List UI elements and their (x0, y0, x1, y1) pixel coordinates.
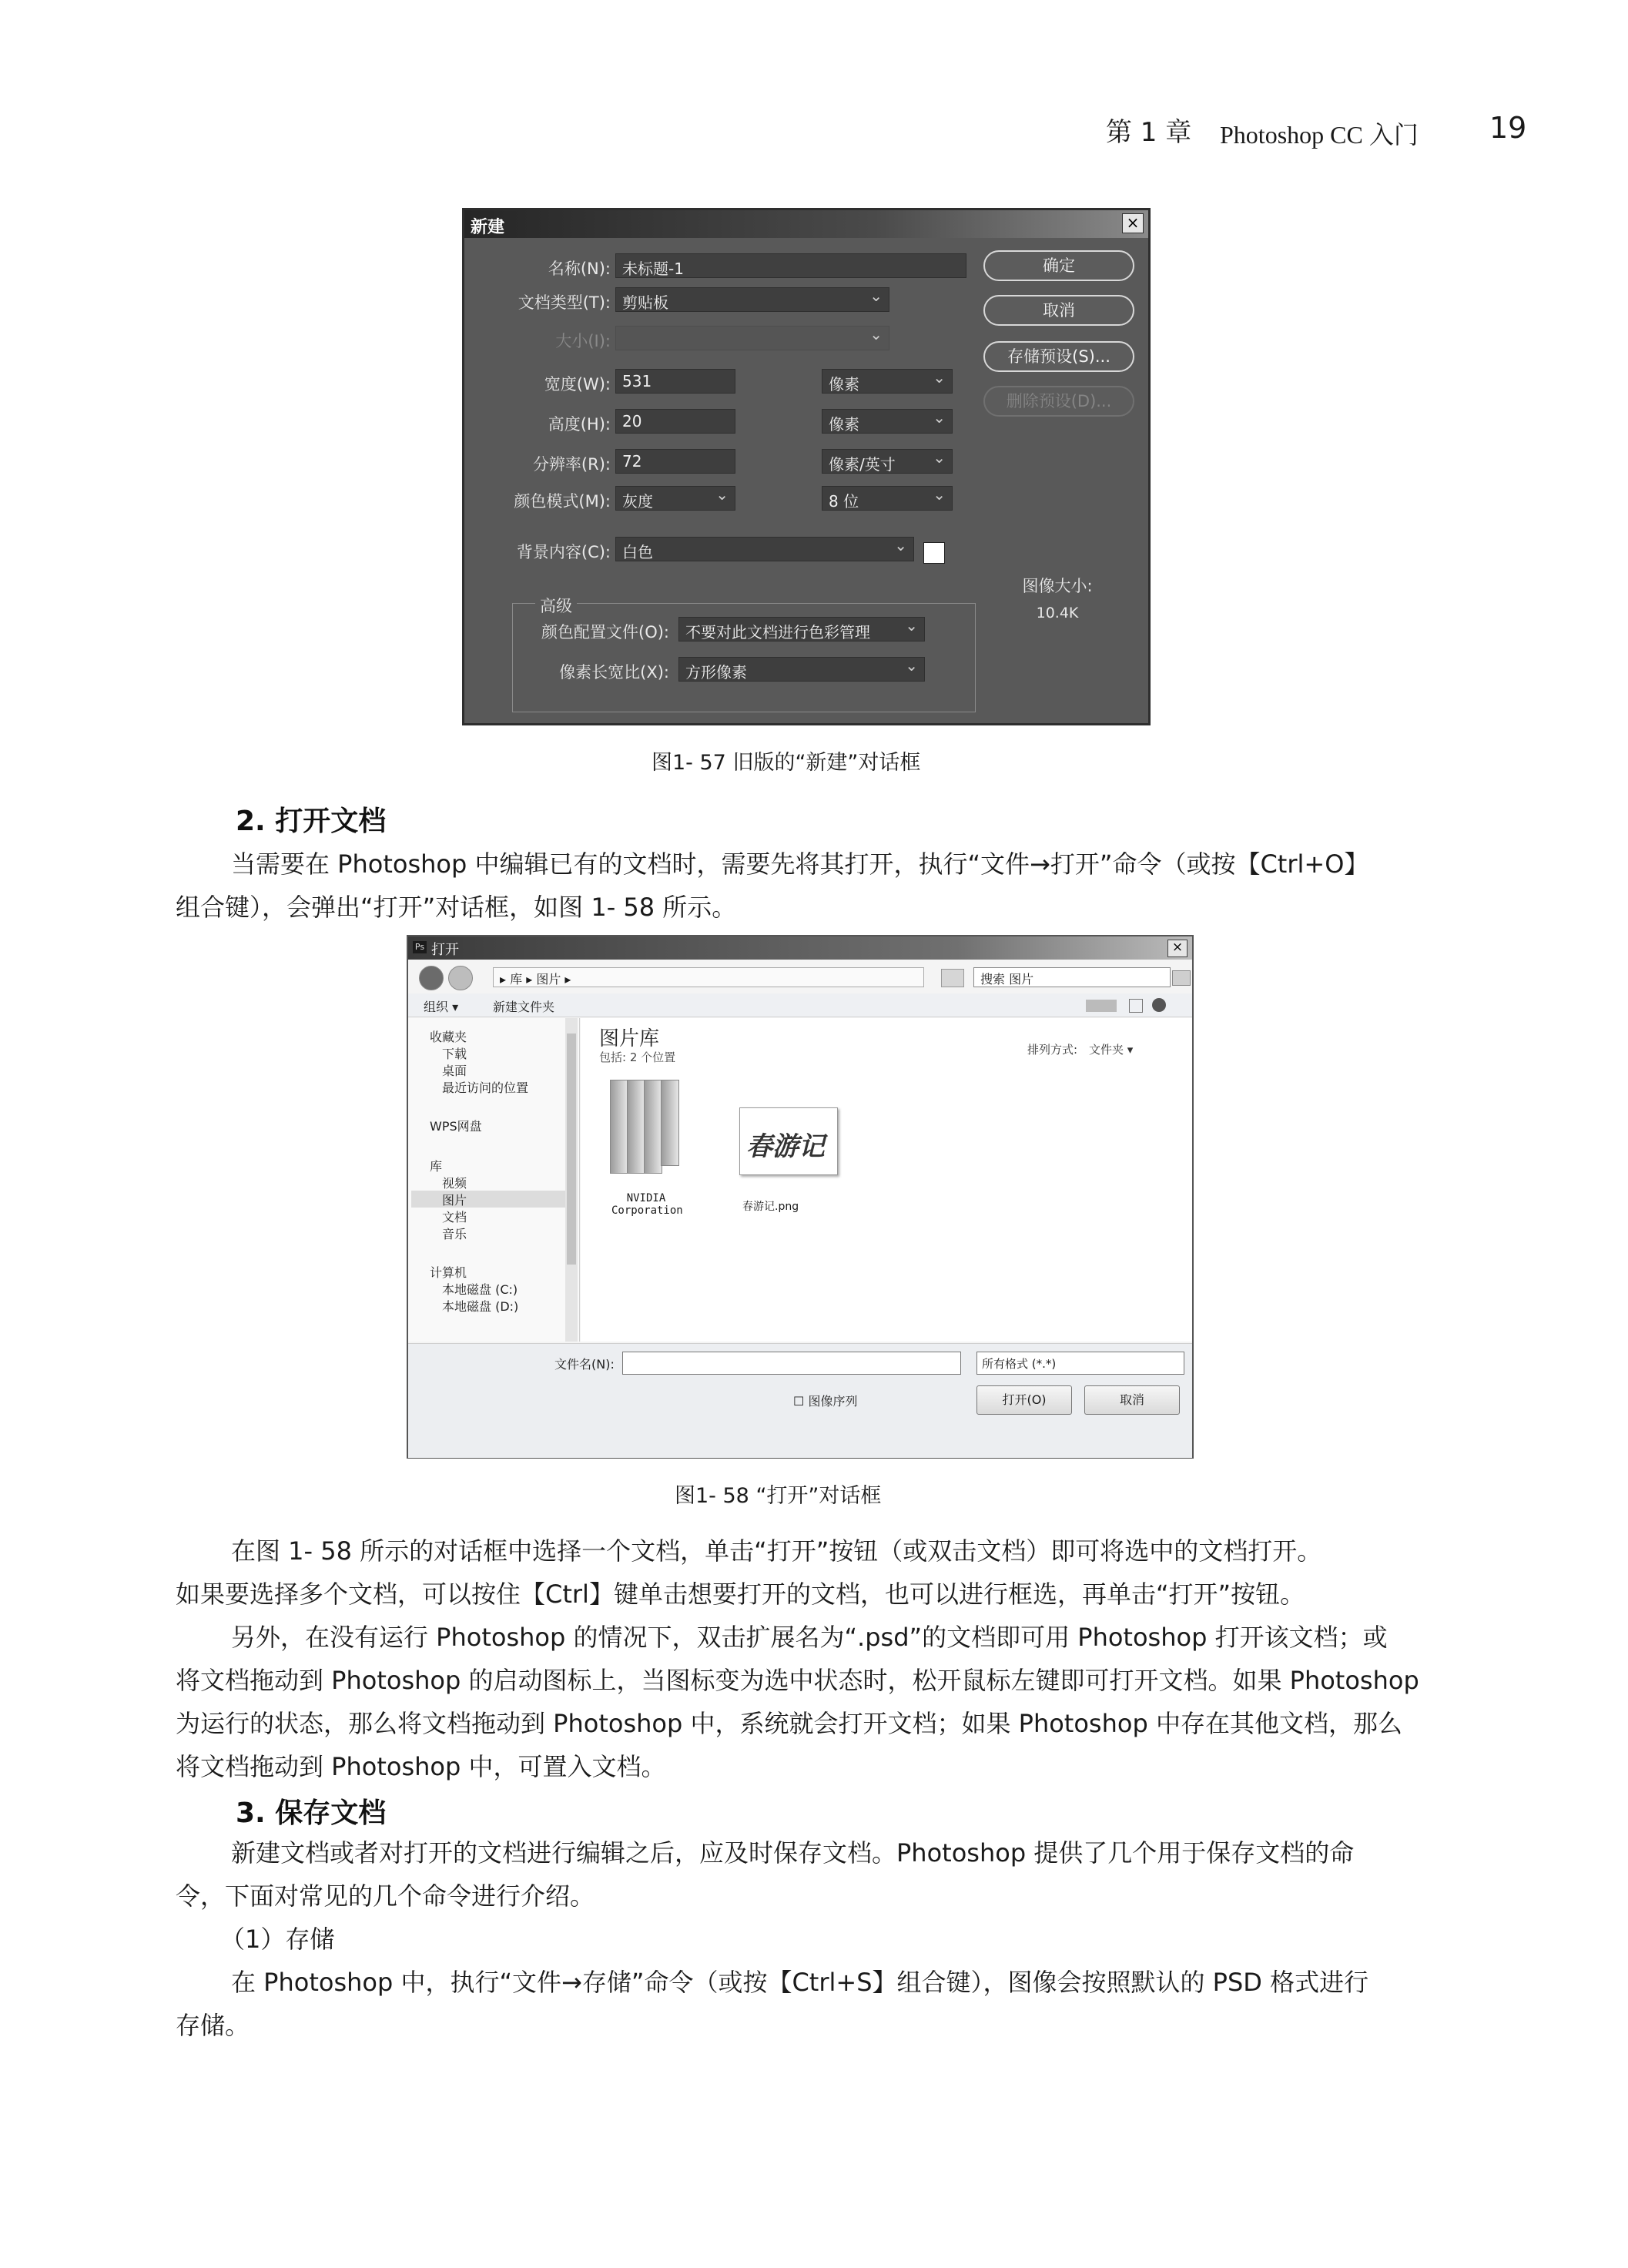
paragraph-line: 在 Photoshop 中，执行“文件→存储”命令（或按【Ctrl+S】组合键），图像会按照默认的 PSD 格式进行 (231, 1968, 1369, 1997)
folder-page (661, 1080, 679, 1166)
folder-label[interactable] (611, 1192, 681, 1217)
width-label: 宽度(W): (544, 375, 611, 394)
new-folder-button[interactable]: 新建文件夹 (493, 1000, 555, 1014)
sidebar-item-videos[interactable]: 视频 (442, 1176, 467, 1191)
filename-label: 文件名(N): (554, 1357, 615, 1372)
dialog-title: 打开 (431, 942, 459, 958)
pixel-aspect-label: 像素长宽比(X): (559, 663, 669, 682)
figure-caption: 图1- 57 旧版的“新建”对话框 (652, 751, 921, 775)
folder-page (610, 1080, 628, 1174)
height-unit-select[interactable]: 像素 ⌄ (822, 409, 953, 434)
new-document-dialog (462, 208, 1151, 725)
open-button[interactable]: 打开(O) (976, 1385, 1072, 1415)
sidebar-item-downloads[interactable]: 下载 (442, 1047, 467, 1061)
figure-caption: 图1- 58 “打开”对话框 (675, 1484, 882, 1508)
preset-select[interactable]: 剪贴板 ⌄ (615, 287, 889, 312)
organize-menu[interactable]: 组织 ▾ (424, 1000, 459, 1014)
dialog-titlebar (408, 936, 1192, 960)
dialog-title: 新建 (471, 218, 505, 237)
paragraph-line: 将文档拖动到 Photoshop 的启动图标上，当图标变为选中状态时，松开鼠标左键即可打开文档。如果 Photoshop (176, 1666, 1419, 1695)
width-input[interactable]: 531 (615, 369, 735, 394)
selected-row-highlight (411, 1191, 565, 1208)
forward-icon[interactable] (448, 966, 473, 990)
file-list-pane (581, 1018, 1192, 1342)
name-label: 名称(N): (548, 260, 611, 278)
help-icon[interactable] (1152, 998, 1166, 1012)
image-sequence-label: 图像序列 (808, 1394, 858, 1409)
paragraph-line: 如果要选择多个文档，可以按住【Ctrl】键单击想要打开的文档，也可以进行框选，再单击“打开”按钮。 (176, 1580, 1305, 1609)
sidebar-item-favorites[interactable]: 收藏夹 (430, 1030, 467, 1044)
dialog-titlebar (464, 210, 1148, 238)
search-icon[interactable] (1172, 970, 1191, 986)
color-mode-select[interactable]: 灰度 ⌄ (615, 486, 735, 511)
bit-depth-select[interactable]: 8 位 ⌄ (822, 486, 953, 511)
paragraph-line: 为运行的状态，那么将文档拖动到 Photoshop 中，系统就会打开文档；如果 Photoshop 中存在其他文档，那么 (176, 1709, 1402, 1738)
photoshop-logo-icon: Ps (413, 941, 427, 953)
paragraph-line: 组合键），会弹出“打开”对话框，如图 1- 58 所示。 (176, 893, 737, 922)
sidebar-item-music[interactable]: 音乐 (442, 1227, 467, 1241)
scrollbar-thumb[interactable] (567, 1033, 576, 1265)
section-heading: 3. 保存文档 (236, 1797, 387, 1829)
sidebar-item-pictures[interactable]: 图片 (442, 1193, 467, 1208)
ok-button[interactable]: 确定 (983, 250, 1134, 281)
address-bar (416, 964, 1186, 990)
background-color-swatch[interactable] (923, 542, 945, 564)
color-profile-label: 颜色配置文件(O): (541, 623, 669, 642)
dialog-footer (408, 1343, 1192, 1458)
paragraph-line: 将文档拖动到 Photoshop 中，可置入文档。 (176, 1752, 666, 1781)
sidebar-item-recent[interactable]: 最近访问的位置 (442, 1080, 529, 1095)
filetype-select[interactable]: 所有格式 (*.*) (976, 1352, 1184, 1375)
folder-icon[interactable] (604, 1080, 681, 1188)
folder-page (627, 1080, 645, 1174)
folder-label-line: NVIDIA (626, 1192, 666, 1204)
sidebar-item-libraries[interactable]: 库 (430, 1159, 443, 1174)
library-title: 图片库 (599, 1027, 660, 1050)
paragraph-line: 令，下面对常见的几个命令进行介绍。 (176, 1881, 595, 1911)
sidebar-item-local-c[interactable]: 本地磁盘 (C:) (442, 1282, 518, 1297)
paragraph-line: 另外，在没有运行 Photoshop 的情况下，双击扩展名为“.psd”的文档即可用 Photoshop 打开该文档；或 (231, 1623, 1388, 1652)
back-icon[interactable] (419, 966, 444, 990)
width-unit-select[interactable]: 像素 ⌄ (822, 369, 953, 394)
arrange-select[interactable]: 文件夹 ▾ (1089, 1043, 1134, 1057)
folder-page (644, 1080, 662, 1174)
save-preset-button[interactable]: 存储预设(S)... (983, 341, 1134, 372)
close-icon[interactable]: × (1122, 213, 1144, 233)
advanced-label: 高级 (535, 594, 577, 617)
paragraph-line: 当需要在 Photoshop 中编辑已有的文档时，需要先将其打开，执行“文件→打开”命令（或按【Ctrl+O】 (231, 849, 1369, 879)
preset-label: 文档类型(T): (518, 293, 611, 312)
name-input[interactable]: 未标题-1 (615, 253, 966, 278)
color-profile-select[interactable]: 不要对此文档进行色彩管理 ⌄ (678, 617, 925, 642)
delete-preset-button: 删除预设(D)... (983, 386, 1134, 417)
refresh-icon[interactable] (941, 969, 964, 987)
sidebar-scrollbar[interactable] (565, 1018, 578, 1342)
view-icon[interactable] (1086, 1000, 1117, 1012)
open-file-dialog (407, 935, 1194, 1459)
page-number: 19 (1489, 111, 1527, 145)
height-input[interactable]: 20 (615, 409, 735, 434)
search-input[interactable]: 搜索 图片 (973, 967, 1171, 987)
resolution-input[interactable]: 72 (615, 449, 735, 474)
paragraph-line: 存储。 (176, 2011, 250, 2040)
height-label: 高度(H): (548, 415, 611, 434)
close-icon[interactable]: × (1167, 940, 1188, 957)
cancel-button[interactable]: 取消 (983, 295, 1134, 326)
toolbar (408, 993, 1192, 1017)
size-select (615, 326, 889, 350)
subheading: （1）存储 (220, 1925, 335, 1954)
library-subtitle: 包括: 2 个位置 (599, 1050, 676, 1064)
filename-input[interactable] (622, 1352, 961, 1375)
paragraph-line: 新建文档或者对打开的文档进行编辑之后，应及时保存文档。Photoshop 提供了几个用于保存文档的命 (231, 1838, 1355, 1868)
image-size-label: 图像大小: (1022, 577, 1093, 595)
sidebar-item-wps[interactable]: WPS网盘 (430, 1119, 482, 1134)
sidebar-item-computer[interactable]: 计算机 (430, 1265, 467, 1280)
pixel-aspect-select[interactable]: 方形像素 ⌄ (678, 657, 925, 682)
preview-pane-icon[interactable] (1129, 999, 1143, 1013)
cancel-button[interactable]: 取消 (1084, 1385, 1180, 1415)
background-select[interactable]: 白色 ⌄ (615, 537, 914, 561)
file-label[interactable]: 春游记.png (742, 1201, 799, 1213)
color-mode-label: 颜色模式(M): (514, 492, 611, 511)
image-size-value: 10.4K (1036, 605, 1079, 621)
chapter-label: 第 1 章 (1106, 117, 1192, 148)
image-sequence-checkbox[interactable]: ☐ 图像序列 (793, 1394, 858, 1409)
folder-label-line: Corporation (611, 1204, 683, 1217)
sidebar-item-documents[interactable]: 文档 (442, 1210, 467, 1224)
resolution-unit-select[interactable]: 像素/英寸 ⌄ (822, 449, 953, 474)
image-thumbnail[interactable] (739, 1107, 838, 1175)
paragraph-line: 在图 1- 58 所示的对话框中选择一个文档，单击“打开”按钮（或双击文档）即可将选中的文档打开。 (231, 1536, 1322, 1566)
resolution-label: 分辨率(R): (532, 455, 611, 474)
thumbnail-artwork-text: 春游记 (746, 1131, 825, 1162)
sidebar-item-local-d[interactable]: 本地磁盘 (D:) (442, 1299, 519, 1314)
background-label: 背景内容(C): (516, 543, 611, 561)
sidebar-item-desktop[interactable]: 桌面 (442, 1064, 467, 1078)
arrange-label: 排列方式: (1027, 1043, 1078, 1057)
breadcrumb[interactable]: ▸ 库 ▸ 图片 ▸ (493, 967, 924, 987)
navigation-pane (408, 1018, 580, 1342)
book-title: Photoshop CC 入门 (1220, 121, 1419, 149)
section-heading: 2. 打开文档 (236, 806, 387, 837)
size-label: 大小(I): (555, 332, 611, 350)
